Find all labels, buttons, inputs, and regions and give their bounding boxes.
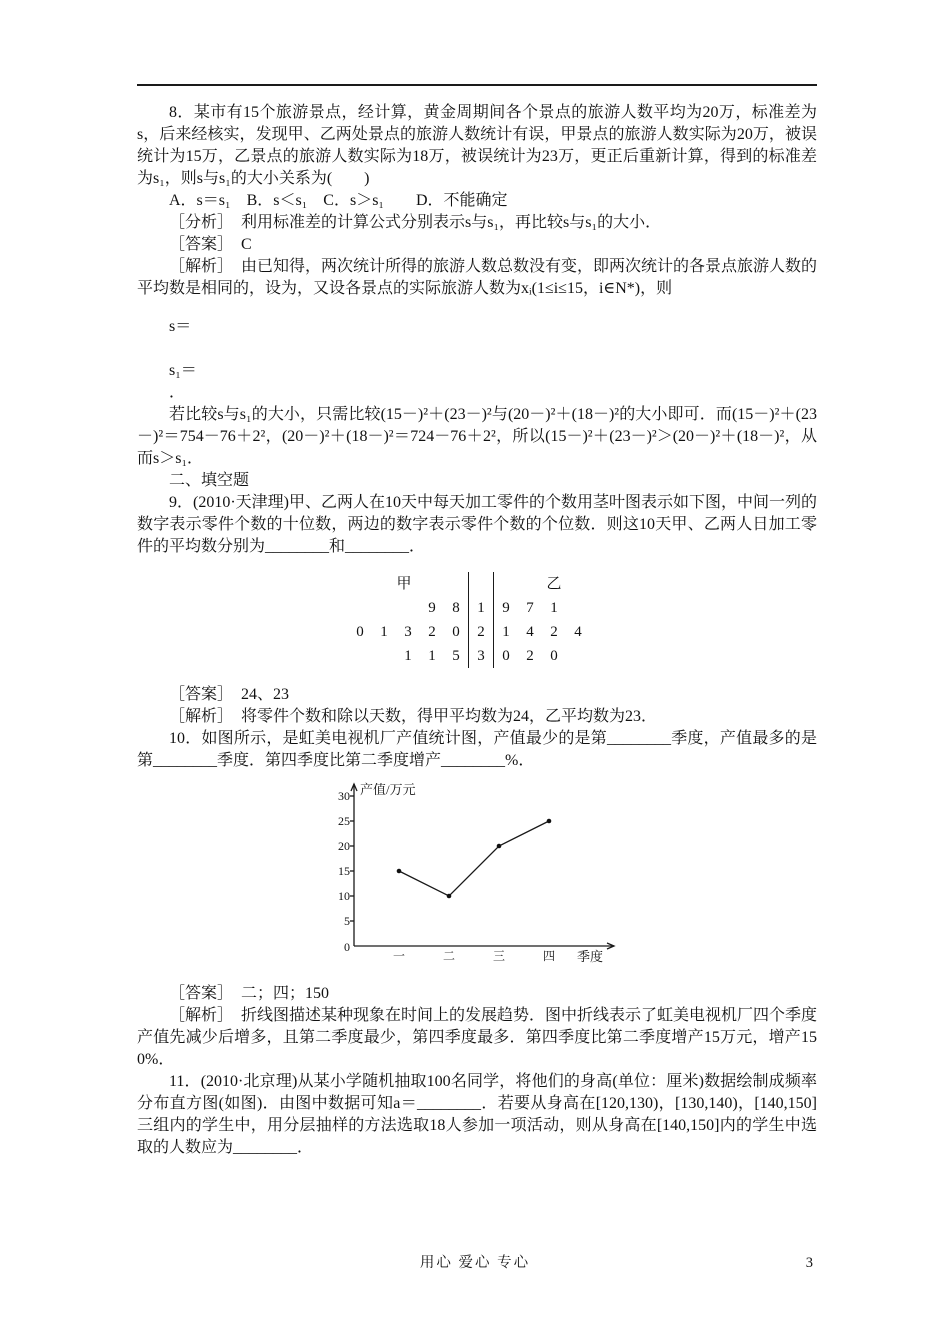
leaf-digit: 0	[356, 624, 364, 640]
line-chart	[322, 778, 632, 973]
svg-text:20: 20	[338, 839, 350, 853]
q11-stem: 11．(2010·北京理)从某小学随机抽取100名同学，将他们的身高(单位：厘米)数据绘制成频率分布直方图(如图)．由图中数据可知a＝________．若要从身高在[120,130)，[130,140)，[140,150]三组内的学生中，用分层抽样的方法选取18人参加一项活动，则从身高在[140,150]内的学生中选取的人数应为________．	[137, 1073, 817, 1156]
leaf-digit: 1	[404, 648, 412, 664]
top-rule	[137, 84, 817, 86]
q10-explain: ［解析］ 折线图描述某种现象在时间上的发展趋势．图中折线表示了虹美电视机厂四个季度产值先减少后增多，且第二季度最少，第四季度最多．第四季度比第二季度增产15万元，增产150%．	[137, 1007, 818, 1068]
leaf-digit: 8	[452, 600, 460, 616]
q8-analysis: ［分析］ 利用标准差的计算公式分别表示s与s₁，再比较s与s₁的大小．	[169, 214, 662, 231]
q8-options: A．s＝s₁ B．s＜s₁ C．s＞s₁ D．不能确定	[169, 192, 508, 209]
leaf-digit: 0	[502, 648, 510, 664]
q8-explain-1: ［解析］ 由已知得，两次统计所得的旅游人数总数没有变，即两次统计的各景点旅游人数的平均数是相同的，设为，又设各景点的实际旅游人数为xᵢ(1≤i≤15，i∈N*)，则	[137, 258, 818, 297]
q8-formula-s1: s₁＝	[169, 362, 197, 379]
q8-stem: 8．某市有15个旅游景点，经计算，黄金周期间各个景点的旅游人数平均为20万，标准差为s，后来经核实，发现甲、乙两处景点的旅游人数统计有误，甲景点的旅游人数实际为20万，被误统计为15万，乙景点的旅游人数实际为18万，被误统计为23万，更正后重新计算，得到的标准差为s₁，则s与s₁的大小关系为( )	[137, 104, 817, 187]
svg-text:四: 四	[542, 949, 556, 963]
leaf-digit: 3	[404, 624, 412, 640]
stem-leaf-header-row	[340, 572, 614, 596]
leaf-digit: 1	[380, 624, 388, 640]
stem-leaf-plot	[340, 572, 614, 668]
q8-formula-period: ．	[169, 384, 186, 401]
svg-text:一: 一	[392, 949, 406, 963]
stem-leaf-row	[340, 644, 614, 668]
svg-text:产值/万元: 产值/万元	[360, 782, 416, 797]
svg-text:三: 三	[492, 949, 506, 963]
svg-text:25: 25	[338, 814, 350, 828]
q8-explain-2: 若比较s与s₁的大小，只需比较(15－)²＋(23－)²与(20－)²＋(18－)²的大小即可．而(15－)²＋(23－)²＝754－76＋2²，(20－)²＋(18－)²＝724－76＋2²，所以(15－)²＋(23－)²＞(20－)²＋(18－)²，从而s＞s₁．	[137, 406, 817, 467]
q9-answer: ［答案］ 24、23	[169, 686, 290, 703]
svg-text:0: 0	[344, 940, 350, 954]
stem-leaf-header-right: 乙	[546, 576, 562, 592]
leaf-digit: 1	[428, 648, 436, 664]
stem-leaf-rows	[340, 596, 614, 668]
leaf-digit: 2	[526, 648, 534, 664]
stem-leaf-row	[340, 620, 614, 644]
stem-digit: 3	[468, 644, 494, 668]
q9-stem: 9．(2010·天津理)甲、乙两人在10天中每天加工零件的个数用茎叶图表示如下图，中间一列的数字表示零件个数的十位数，两边的数字表示零件个数的个位数．则这10天甲、乙两人日加工零件的平均数分别为________和________．	[137, 494, 817, 555]
q9-explain: ［解析］ 将零件个数和除以天数，得甲平均数为24，乙平均数为23．	[169, 708, 658, 725]
stem-leaf-row	[340, 596, 614, 620]
leaf-digit: 5	[452, 648, 460, 664]
leaf-digit: 9	[428, 600, 436, 616]
svg-text:5: 5	[344, 914, 350, 928]
leaf-digit: 9	[502, 600, 510, 616]
leaf-digit: 2	[428, 624, 436, 640]
leaf-digit: 0	[550, 648, 558, 664]
svg-text:10: 10	[338, 889, 350, 903]
stem-leaf-header-mid	[468, 572, 494, 596]
footer-text: 用心 爱心 专心	[419, 1255, 531, 1271]
chart-area	[137, 778, 817, 973]
leaf-digit: 4	[574, 624, 582, 640]
q8-formula-s: s＝	[169, 318, 192, 335]
stem-leaf-header-left: 甲	[396, 576, 412, 592]
leaf-digit: 2	[550, 624, 558, 640]
svg-text:二: 二	[442, 949, 456, 963]
page-number: 3	[805, 1255, 813, 1271]
section-heading-fill-in: 二、填空题	[169, 472, 250, 489]
stem-digit: 1	[468, 596, 494, 620]
svg-text:15: 15	[338, 864, 350, 878]
leaf-digit: 0	[452, 624, 460, 640]
q10-stem: 10．如图所示，是虹美电视机厂产值统计图，产值最少的是第________季度，产值最多的是第________季度．第四季度比第二季度增产________%．	[137, 730, 817, 769]
leaf-digit: 1	[550, 600, 558, 616]
leaf-digit: 1	[502, 624, 510, 640]
q10-answer: ［答案］ 二；四；150	[169, 985, 330, 1002]
stem-digit: 2	[468, 620, 494, 644]
svg-text:季度: 季度	[577, 949, 604, 964]
leaf-digit: 7	[526, 600, 534, 616]
svg-text:30: 30	[338, 789, 350, 803]
q8-answer: ［答案］ C	[169, 236, 252, 253]
leaf-digit: 4	[526, 624, 534, 640]
